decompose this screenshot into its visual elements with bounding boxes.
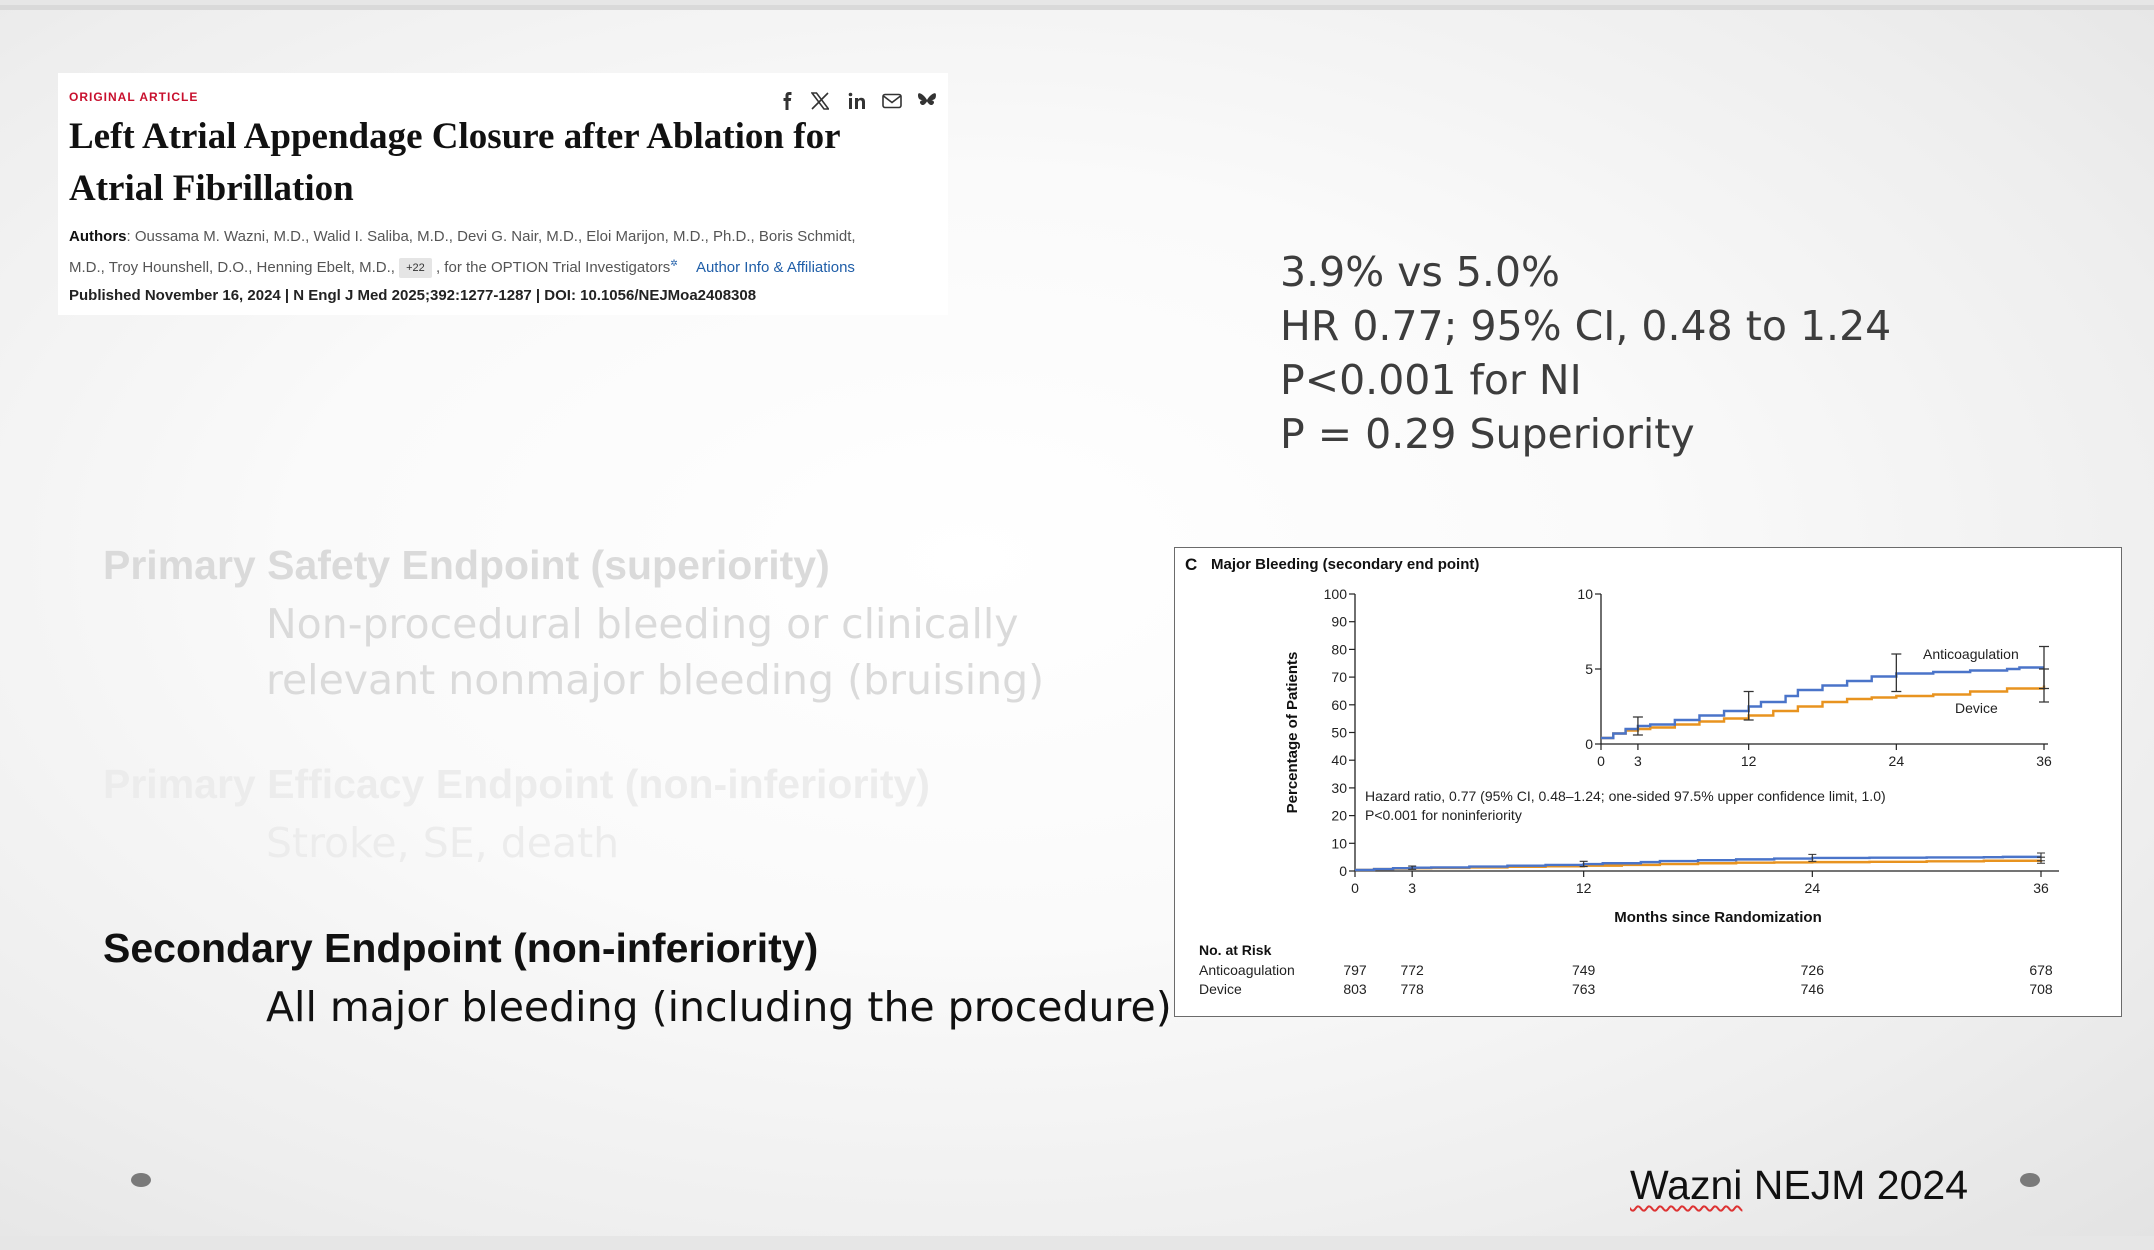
article-authors <box>69 223 949 281</box>
stat-rates: 3.9% vs 5.0% <box>1280 248 1561 296</box>
y-axis-label: Percentage of Patients <box>1284 651 1301 814</box>
citation-author: Wazni <box>1630 1162 1743 1208</box>
safety-endpoint-line-1: Non-procedural bleeding or clinically <box>266 600 1019 648</box>
panel-letter: C <box>1185 555 1198 574</box>
y-tick-label: 20 <box>1331 807 1347 824</box>
slide <box>0 5 2154 1236</box>
inset-x-tick-label: 12 <box>1740 753 1757 769</box>
stat-hazard-ratio: HR 0.77; 95% CI, 0.48 to 1.24 <box>1280 302 1892 350</box>
stat-superiority: P = 0.29 Superiority <box>1280 410 1695 458</box>
slide-top-border <box>0 5 2154 10</box>
inset-y-tick-label: 0 <box>1585 736 1593 752</box>
risk-value: 763 <box>1571 981 1596 997</box>
inset-error-bar <box>2039 669 2049 702</box>
y-tick-label: 100 <box>1323 586 1347 602</box>
secondary-endpoint-line-1: All major bleeding (including the procedure) <box>266 983 1172 1031</box>
hazard-ratio-annotation: Hazard ratio, 0.77 (95% CI, 0.48–1.24; one-sided 97.5% upper confidence limit, 1.0) <box>1365 788 1886 804</box>
risk-value: 772 <box>1400 962 1424 978</box>
bluesky-icon[interactable] <box>917 91 937 111</box>
email-icon[interactable] <box>882 91 902 111</box>
efficacy-endpoint-heading: Primary Efficacy Endpoint (non-inferiority) <box>103 761 930 807</box>
major-bleeding-figure <box>1174 547 2122 1017</box>
y-tick-label: 90 <box>1331 613 1347 630</box>
stat-noninferiority: P<0.001 for NI <box>1280 356 1582 404</box>
safety-endpoint-heading: Primary Safety Endpoint (superiority) <box>103 542 830 588</box>
inset-x-tick-label: 36 <box>2036 753 2052 769</box>
y-tick-label: 0 <box>1339 863 1347 879</box>
x-tick-label: 3 <box>1408 880 1417 896</box>
risk-value: 726 <box>1800 962 1825 978</box>
noninferiority-annotation: P<0.001 for noninferiority <box>1365 807 1522 823</box>
authors-label: Authors <box>69 228 127 245</box>
safety-endpoint-line-2: relevant nonmajor bleeding (bruising) <box>266 656 1045 704</box>
risk-value: 708 <box>2029 981 2053 997</box>
y-tick-label: 60 <box>1331 696 1347 713</box>
efficacy-endpoint-line-1: Stroke, SE, death <box>266 819 620 867</box>
inset-x-tick-label: 24 <box>1888 753 1905 769</box>
results-stats <box>1280 245 1891 461</box>
inset-y-tick-label: 5 <box>1585 661 1593 677</box>
article-header <box>58 73 948 315</box>
risk-row-label: Device <box>1199 981 1242 997</box>
inset-x-tick-label: 0 <box>1597 753 1605 769</box>
inset-x-tick-label: 3 <box>1634 753 1642 769</box>
facebook-icon[interactable] <box>780 91 794 111</box>
kaplan-meier-chart <box>1175 548 2121 1016</box>
risk-value: 778 <box>1400 981 1424 997</box>
risk-value: 749 <box>1571 962 1596 978</box>
citation-journal: NEJM 2024 <box>1742 1162 1968 1208</box>
series-label-anticoagulation: Anticoagulation <box>1923 646 2019 662</box>
risk-row-label: Anticoagulation <box>1199 962 1295 978</box>
linkedin-icon[interactable] <box>848 91 866 111</box>
series-label-device: Device <box>1955 700 1998 716</box>
investigators-text: , for the OPTION Trial Investigators <box>435 259 671 276</box>
author-affiliations-link[interactable]: Author Info & Affiliations <box>695 259 855 276</box>
info-icon: ✲ <box>670 258 678 268</box>
y-tick-label: 50 <box>1331 724 1347 741</box>
inset-y-tick-label: 10 <box>1577 586 1593 602</box>
y-tick-label: 80 <box>1331 641 1347 658</box>
y-tick-label: 30 <box>1331 779 1347 796</box>
x-icon[interactable] <box>811 91 829 111</box>
slide-bullet-right <box>2020 1173 2040 1187</box>
x-tick-label: 24 <box>1804 880 1821 896</box>
authors-line-1: : Oussama M. Wazni, M.D., Walid I. Saliba, M.D., Devi G. Nair, M.D., Eloi Marijon, M.D., Ph.D., Boris Schmidt, <box>126 228 856 245</box>
authors-line-2: M.D., Troy Hounshell, D.O., Henning Ebelt, M.D., <box>69 259 395 276</box>
x-tick-label: 0 <box>1351 880 1359 896</box>
y-tick-label: 40 <box>1331 752 1347 769</box>
article-type: ORIGINAL ARTICLE <box>69 90 199 104</box>
chart-title: Major Bleeding (secondary end point) <box>1211 556 1480 573</box>
risk-table-title: No. at Risk <box>1199 942 1272 958</box>
x-tick-label: 12 <box>1575 880 1592 896</box>
y-tick-label: 10 <box>1331 835 1347 852</box>
citation <box>1630 1162 1968 1209</box>
secondary-endpoint-heading: Secondary Endpoint (non-inferiority) <box>103 925 819 971</box>
x-axis-label: Months since Randomization <box>1614 909 1822 926</box>
risk-value: 746 <box>1800 981 1825 997</box>
more-authors-button[interactable]: +22 <box>399 258 432 278</box>
y-tick-label: 70 <box>1331 669 1347 686</box>
slide-bullet-left <box>131 1173 151 1187</box>
risk-value: 678 <box>2029 962 2053 978</box>
article-title[interactable]: Left Atrial Appendage Closure after Ablation for Atrial Fibrillation <box>69 116 840 209</box>
risk-value: 803 <box>1343 981 1367 997</box>
x-tick-label: 36 <box>2033 880 2049 896</box>
risk-value: 797 <box>1343 962 1367 978</box>
publication-info: Published November 16, 2024 | N Engl J Med 2025;392:1277-1287 | DOI: 10.1056/NEJMoa2408308 <box>69 287 757 304</box>
